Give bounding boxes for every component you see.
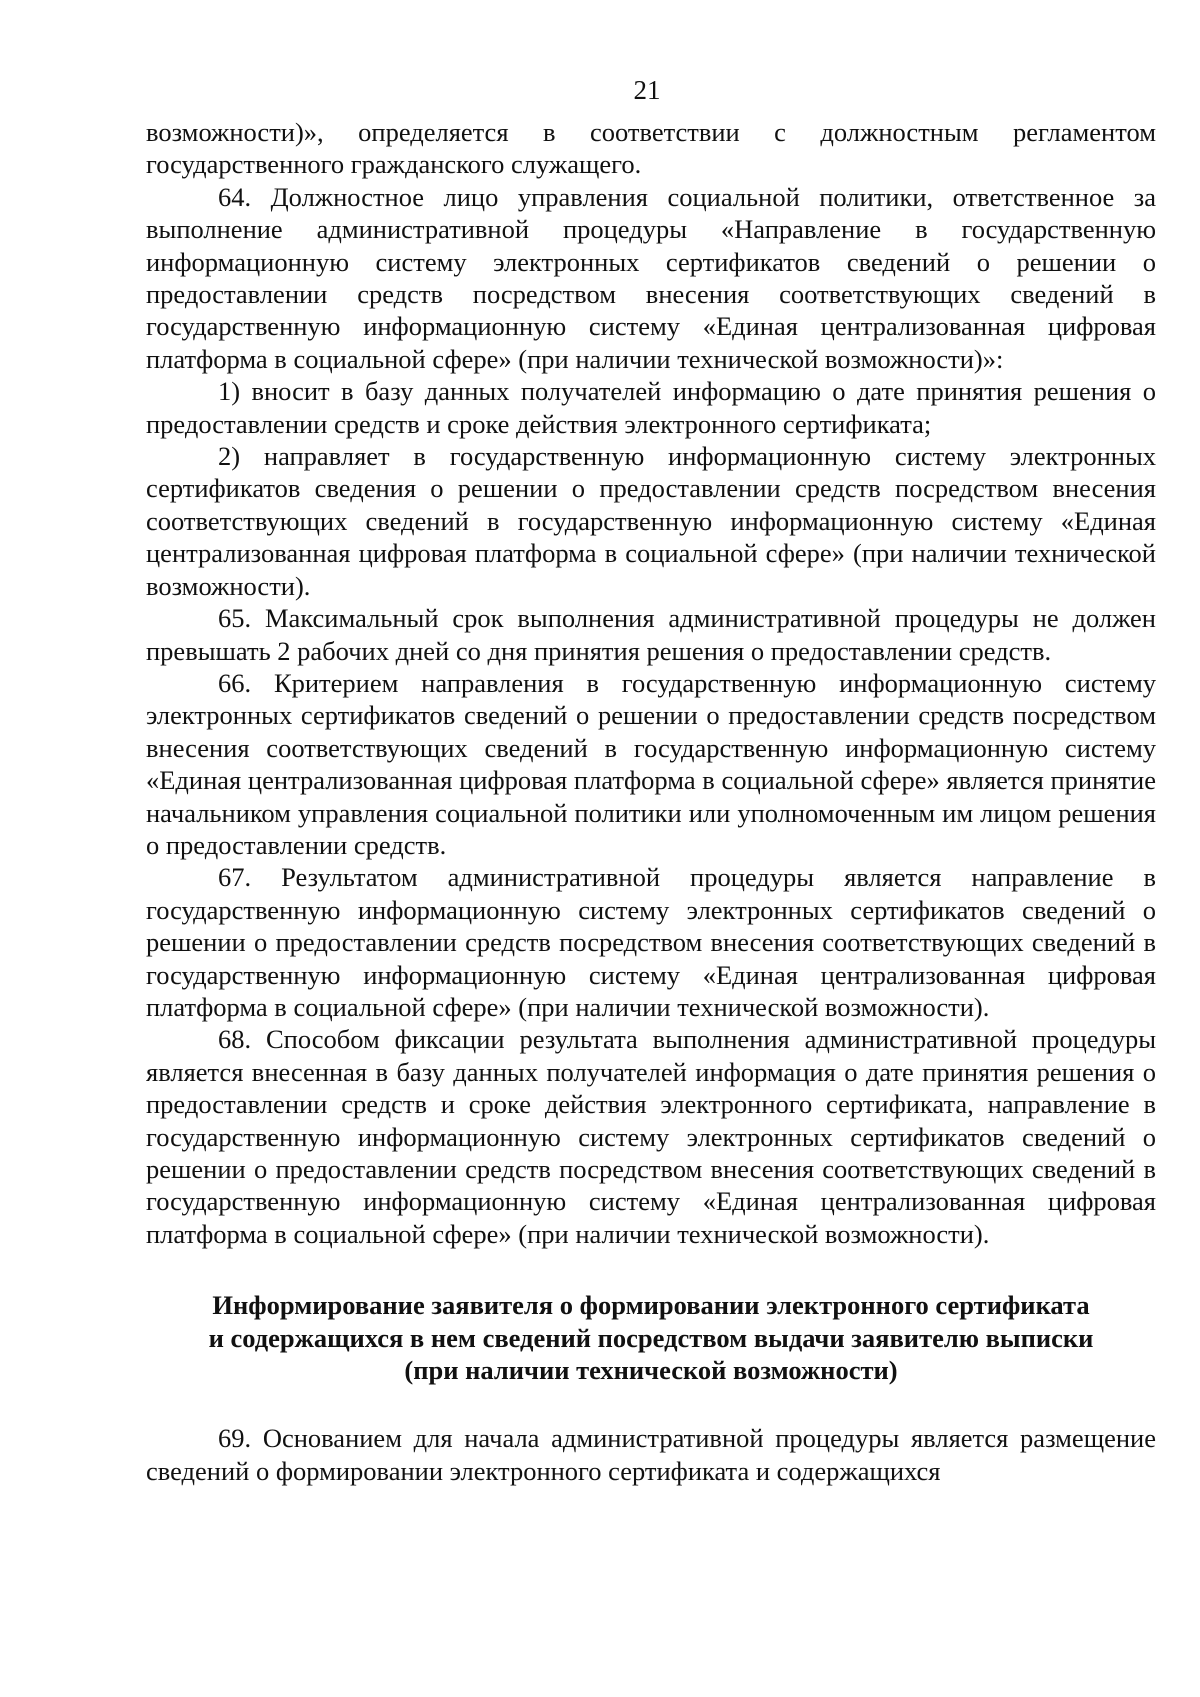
section-heading [146, 1289, 1156, 1386]
section-heading-line-1: Информирование заявителя о формировании электронного сертификата [212, 1290, 1090, 1321]
paragraph-64: 64. Должностное лицо управления социальной политики, ответственное за выполнение административной процедуры «Направление в государственную информационную систему электронных сертификатов сведений о решении о предоставлении средств посредством внесения соответствующих сведений в государственную информационную систему «Единая централизованная цифровая платформа в социальной сфере» (при наличии технической возможности)»: [146, 181, 1156, 374]
section-heading-line-3: (при наличии технической возможности) [404, 1355, 898, 1386]
paragraph-64-item-1: 1) вносит в базу данных получателей информацию о дате принятия решения о предоставлении средств и сроке действия электронного сертификата; [146, 376, 1156, 439]
paragraph-68: 68. Способом фиксации результата выполнения административной процедуры является внесенная в базу данных получателей информация о дате принятия решения о предоставлении средств и сроке действия электронного сертификата, направление в государственную информационную систему электронных сертификатов сведений о решении о предоставлении средств посредством внесения соответствующих сведений в государственную информационную систему «Единая централизованная цифровая платформа в социальной сфере» (при наличии технической возможности). [146, 1024, 1156, 1249]
paragraph-66: 66. Критерием направления в государственную информационную систему электронных сертификатов сведений о решении о предоставлении средств посредством внесения соответствующих сведений в государственную информационную систему «Единая централизованная цифровая платформа в социальной сфере» является принятие начальником управления социальной политики или уполномоченным им лицом решения о предоставлении средств. [146, 667, 1156, 860]
section-heading-line-2: и содержащихся в нем сведений посредством выдачи заявителю выписки [208, 1322, 1094, 1353]
paragraph-65: 65. Максимальный срок выполнения административной процедуры не должен превышать 2 рабочих дней со дня принятия решения о предоставлении средств. [146, 603, 1156, 666]
paragraph-67: 67. Результатом административной процедуры является направление в государственную информационную систему электронных сертификатов сведений о решении о предоставлении средств посредством внесения соответствующих сведений в государственную информационную систему «Единая централизованная цифровая платформа в социальной сфере» (при наличии технической возможности). [146, 862, 1156, 1022]
page-number: 21 [633, 75, 661, 105]
paragraph-continuation: возможности)», определяется в соответствии с должностным регламентом государственного гражданского служащего. [146, 117, 1156, 180]
paragraph-69: 69. Основанием для начала административной процедуры является размещение сведений о формировании электронного сертификата и содержащихся [146, 1423, 1156, 1486]
document-body [146, 116, 1156, 1487]
paragraph-64-item-2: 2) направляет в государственную информационную систему электронных сертификатов сведения о решении о предоставлении средств посредством внесения соответствующих сведений в государственную информационную систему «Единая централизованная цифровая платформа в социальной сфере» (при наличии технической возможности). [146, 441, 1156, 601]
